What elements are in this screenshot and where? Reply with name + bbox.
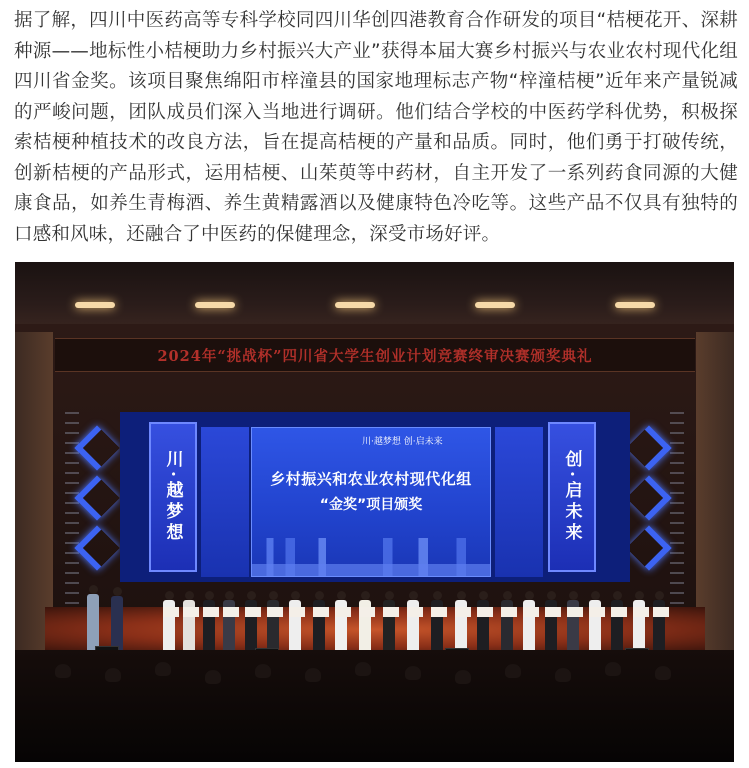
screen-right-segment — [495, 427, 543, 577]
left-slogan-panel — [149, 422, 197, 572]
screen-slogan: 川·越梦想 创·启未来 — [362, 437, 443, 447]
audience-area — [15, 650, 734, 762]
article-paragraph: 据了解，四川中医药高等专科学校同四川华创四港教育合作研发的项目“桔梗花开、深耕种源——地标性小桔梗助力乡村振兴大产业”获得本届大赛乡村振兴与农业农村现代化组四川省金奖。该项目聚焦绵阳市梓潼县的国家地理标志产物“梓潼桔梗”近年来产量锐减的严峻问题，团队成员们深入当地进行调研。他们结合学校的中医药学科优势，积极探索桔梗种植技术的改良方法，旨在提高桔梗的产量和品质。同时，他们勇于打破传统，创新桔梗的产品形式，运用桔梗、山茱萸等中药材，自主开发了一系列药食同源的大健康食品，如养生青梅酒、养生黄精露酒以及健康特色冷吃等。这些产品不仅具有独特的口感和风味，还融合了中医药的保健理念，深受市场好评。 — [14, 10, 738, 245]
right-slogan-panel — [548, 422, 596, 572]
event-banner — [55, 338, 695, 372]
left-slogan-text: 川·越梦想 — [162, 450, 183, 544]
event-banner-text: 2024年“挑战杯”四川省大学生创业计划竞赛终审决赛颁奖典礼 — [157, 347, 593, 365]
award-recipients-row — [15, 562, 734, 652]
award-ceremony-photo — [15, 262, 734, 762]
right-slogan-text: 创·启未来 — [561, 450, 582, 544]
auditorium-ceiling — [15, 262, 734, 332]
main-screen — [251, 427, 491, 577]
screen-title: 乡村振兴和农业农村现代化组 — [270, 470, 472, 488]
screen-left-segment — [201, 427, 249, 577]
screen-subtitle: “金奖”项目颁奖 — [319, 497, 423, 513]
